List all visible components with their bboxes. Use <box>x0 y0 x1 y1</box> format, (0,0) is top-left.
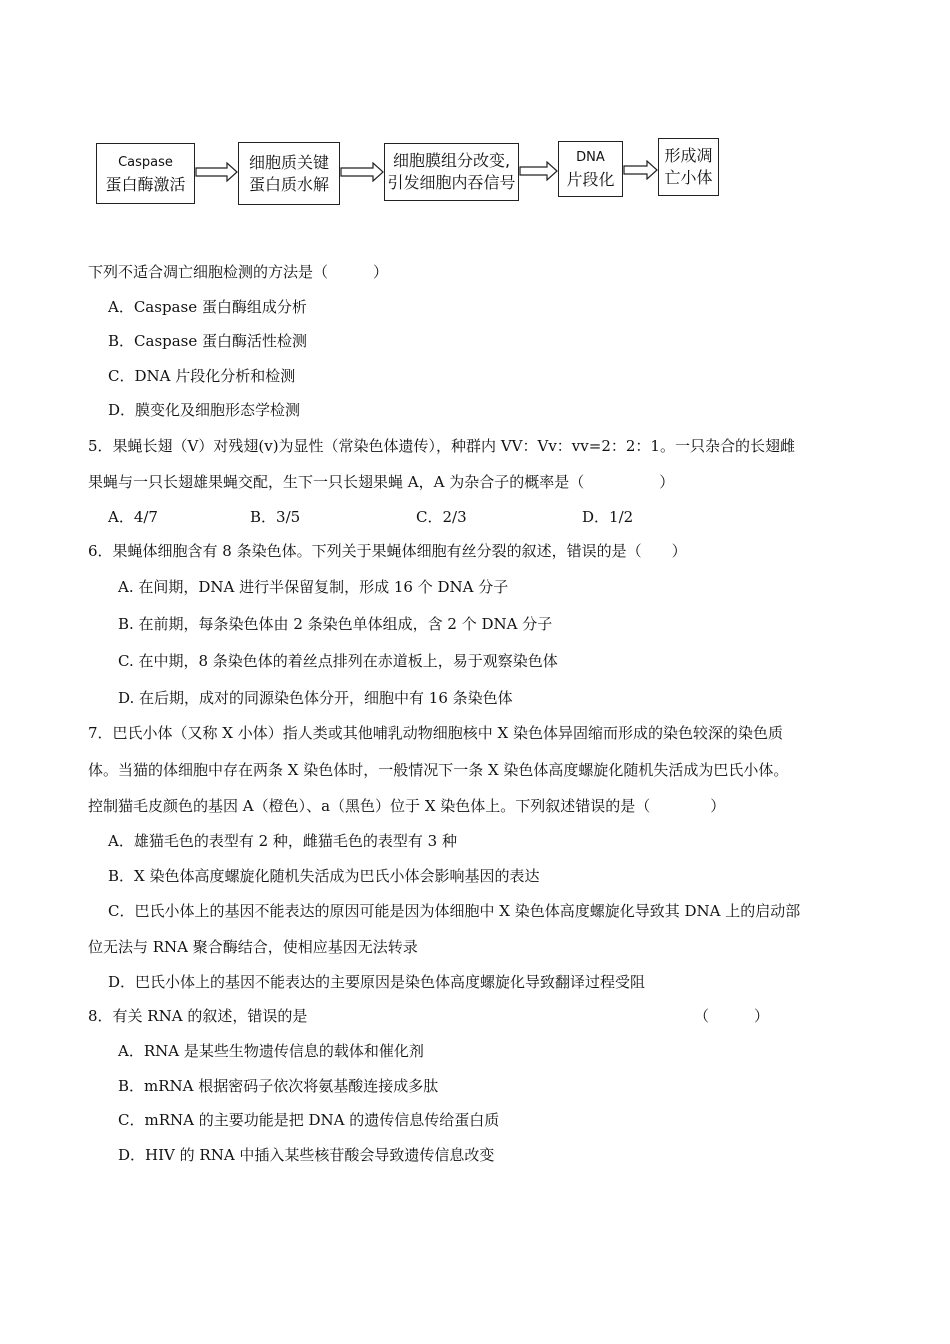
q5-option-d: D．1/2 <box>582 508 634 526</box>
flow-box-dna <box>558 141 623 197</box>
q8-option-c: C．mRNA 的主要功能是把 DNA 的遗传信息传给蛋白质 <box>118 1111 500 1129</box>
q4-option-c: C．DNA 片段化分析和检测 <box>108 367 296 385</box>
question-5-line-1: 5．果蝇长翅（V）对残翅(v)为显性（常染色体遗传），种群内 VV：Vv：vv=2：2：1。一只杂合的长翅雌 <box>88 437 795 455</box>
flow-box-membrane <box>384 143 519 201</box>
q8-option-b: B．mRNA 根据密码子依次将氨基酸连接成多肽 <box>118 1077 439 1095</box>
question-7-line-1: 7．巴氏小体（又称 X 小体）指人类或其他哺乳动物细胞核中 X 染色体异固缩而形成的染色较深的染色质 <box>88 724 783 742</box>
flow-box-line: 蛋白酶激活 <box>105 174 186 194</box>
question-8-stem: 8．有关 RNA 的叙述，错误的是 <box>88 1007 308 1025</box>
flow-box-line: DNA <box>576 150 605 165</box>
flow-box-line: 形成凋 <box>664 146 713 165</box>
flow-box-line: 亡小体 <box>664 168 713 187</box>
q4-option-a: A．Caspase 蛋白酶组成分析 <box>108 298 307 316</box>
flow-box-line: 细胞质关键 <box>248 152 329 172</box>
q7-option-b: B．X 染色体高度螺旋化随机失活成为巴氏小体会影响基因的表达 <box>108 867 540 885</box>
q4-option-b: B．Caspase 蛋白酶活性检测 <box>108 332 308 350</box>
flow-box-line: 引发细胞内吞信号 <box>387 173 516 192</box>
q8-option-d: D．HIV 的 RNA 中插入某些核苷酸会导致遗传信息改变 <box>118 1146 495 1164</box>
q5-option-c: C．2/3 <box>416 508 467 526</box>
question-6-stem: 6．果蝇体细胞含有 8 条染色体。下列关于果蝇体细胞有丝分裂的叙述，错误的是（ ） <box>88 542 687 560</box>
q6-option-b: B. 在前期，每条染色体由 2 条染色单体组成，含 2 个 DNA 分子 <box>118 615 553 633</box>
q7-option-a: A．雄猫毛色的表型有 2 种，雌猫毛色的表型有 3 种 <box>108 832 457 850</box>
question-4-stem: 下列不适合凋亡细胞检测的方法是（ ） <box>88 263 389 281</box>
q5-option-a: A．4/7 <box>108 508 158 526</box>
question-5-line-2: 果蝇与一只长翅雄果蝇交配，生下一只长翅果蝇 A，A 为杂合子的概率是（ ） <box>88 473 675 491</box>
flow-box-line: 细胞膜组分改变, <box>392 151 511 170</box>
q6-option-c: C. 在中期，8 条染色体的着丝点排列在赤道板上，易于观察染色体 <box>118 652 558 670</box>
flow-box-line: 蛋白质水解 <box>248 174 329 194</box>
flow-arrow-1 <box>195 162 239 182</box>
question-7-line-3: 控制猫毛皮颜色的基因 A（橙色）、a（黑色）位于 X 染色体上。下列叙述错误的是（ ） <box>88 797 726 815</box>
q7-option-c-line-2: 位无法与 RNA 聚合酶结合，使相应基因无法转录 <box>88 938 418 956</box>
flow-box-proteolysis <box>238 142 340 205</box>
flow-box-apoptotic-body <box>658 138 719 196</box>
apoptosis-flowchart <box>0 0 950 230</box>
q7-option-c-line-1: C．巴氏小体上的基因不能表达的原因可能是因为体细胞中 X 染色体高度螺旋化导致其 DNA 上的启动部 <box>108 902 801 920</box>
flow-box-line: Caspase <box>118 154 173 170</box>
q4-option-d: D．膜变化及细胞形态学检测 <box>108 401 301 419</box>
q5-option-b: B．3/5 <box>250 508 301 526</box>
flow-arrow-2 <box>340 162 385 182</box>
question-7-line-2: 体。当猫的体细胞中存在两条 X 染色体时，一般情况下一条 X 染色体高度螺旋化随机失活成为巴氏小体。 <box>88 761 789 779</box>
flow-arrow-3 <box>519 161 559 181</box>
q7-option-d: D．巴氏小体上的基因不能表达的主要原因是染色体高度螺旋化导致翻译过程受阻 <box>108 973 646 991</box>
flow-box-caspase <box>96 143 195 204</box>
flow-box-line: 片段化 <box>566 170 615 189</box>
q6-option-a: A. 在间期，DNA 进行半保留复制，形成 16 个 DNA 分子 <box>118 578 509 596</box>
q6-option-d: D. 在后期，成对的同源染色体分开，细胞中有 16 条染色体 <box>118 689 513 707</box>
q8-option-a: A．RNA 是某些生物遗传信息的载体和催化剂 <box>118 1042 424 1060</box>
question-8-answer-paren: （ ） <box>694 1007 770 1025</box>
flow-arrow-4 <box>623 160 659 180</box>
